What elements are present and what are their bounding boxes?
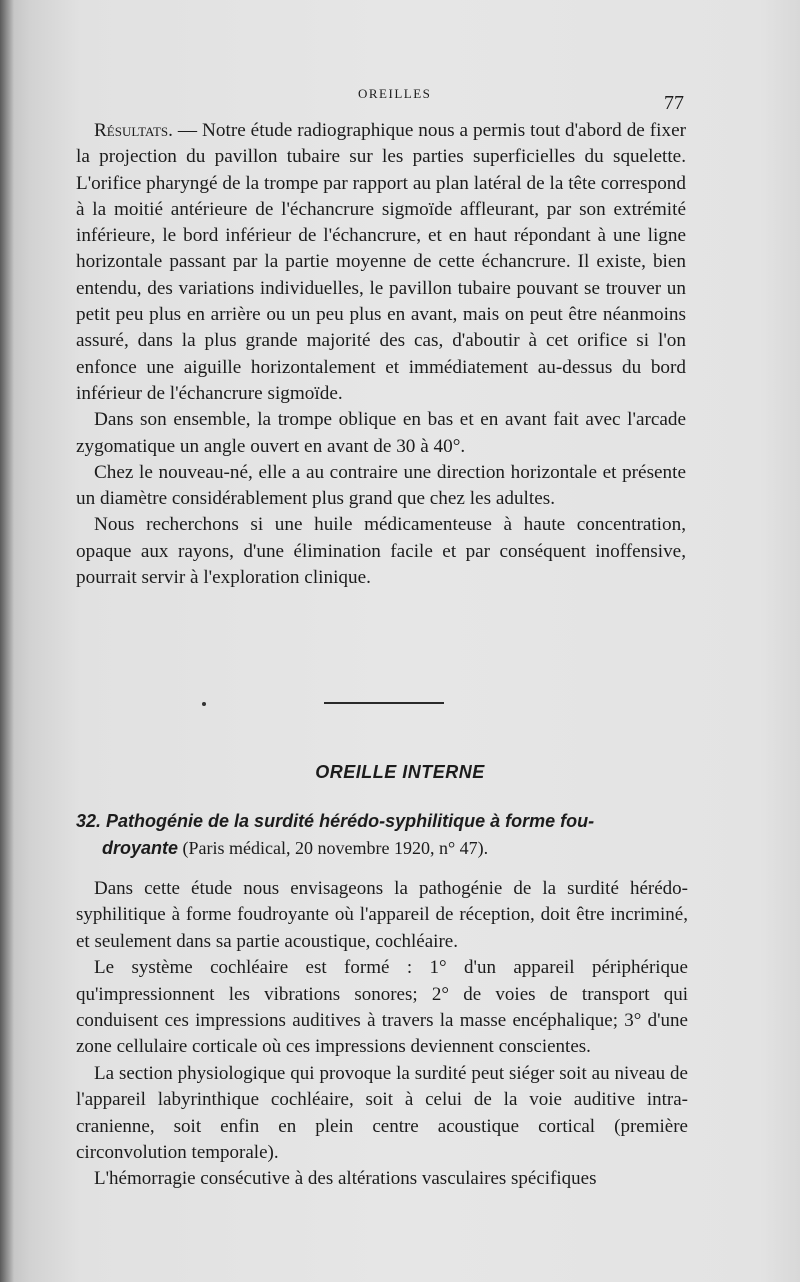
entry-paragraph-1: Dans cette étude nous envisageons la pathogénie de la surdité hérédo-syphilitique à forme foudroyante où l'appareil de réception, doit être incriminé, et seulement dans sa partie acoustique, cochléaire.: [76, 878, 688, 952]
results-paragraph-4: Nous recherchons si une huile médicamenteuse à haute concentration, opaque aux rayons, d'une élimination facile et par conséquent inoffensive, pourrait servir à l'exploration clinique.: [76, 514, 686, 589]
entry-paragraph-4: L'hémorragie consécutive à des altérations vasculaires spécifiques: [94, 1168, 597, 1190]
results-paragraph-3: Chez le nouveau-né, elle a au contraire une direction horizontale et présente un diamètre considérablement plus grand que chez les adultes.: [76, 461, 686, 510]
results-paragraph-2: Dans son ensemble, la trompe oblique en bas et en avant fait avec l'arcade zygomatique un angle ouvert en avant de 30 à 40°.: [76, 409, 686, 457]
page-gutter-shadow: [0, 0, 14, 1282]
results-lead: Résultats.: [94, 120, 173, 141]
results-paragraph-1: [76, 118, 686, 407]
entry-body: [76, 876, 688, 1193]
section-separator: [324, 702, 444, 704]
page-number: 77: [664, 92, 684, 114]
entry-citation: (Paris médical, 20 novembre 1920, n° 47).: [178, 838, 489, 858]
bibliography-entry: [76, 808, 688, 862]
section-title: OREILLE INTERNE: [315, 762, 485, 782]
page-header: [0, 86, 800, 116]
entry-title-end: droyante: [102, 838, 179, 858]
stray-dot: [202, 702, 206, 706]
results-text: — Notre étude radiographique nous a permis tout d'abord de fixer la projection du pavillon tubaire sur les parties superficielles du squelette. L'orifice pharyngé de la trompe par rapport au plan latéral de la tête correspond à la moitié antérieure de l'échancrure sigmoïde affleurant, par son extrémité inférieure, le bord inférieur de l'échancrure, et en haut répondant à une ligne horizontale passant par la partie moyenne de cette échancrure. Il existe, bien entendu, des variations individuelles, le pavillon tubaire pouvant se trouver un petit peu plus en arrière ou un peu plus en avant, mais on peut être néanmoins assuré, dans la plus grande majorité des cas, d'aboutir à cet orifice si l'on enfonce une aiguille horizontalement et immédiatement au-dessus du bord inférieur de l'échancrure sigmoïde.: [76, 120, 686, 404]
entry-title-line-2: [76, 835, 688, 862]
entry-title-line-1: 32. Pathogénie de la surdité hérédo-syphilitique à forme fou-: [76, 811, 595, 831]
entry-paragraph-3: La section physiologique qui provoque la surdité peut siéger soit au niveau de l'appareil labyrinthique cochléaire, soit à celui de la voie auditive intra-cranienne, soit enfin en plein centre acoustique cortical (première circonvolution temporale).: [76, 1062, 688, 1164]
running-title: OREILLES: [358, 86, 432, 101]
entry-paragraph-2: Le système cochléaire est formé : 1° d'un appareil périphérique qu'impressionnent les vibrations sonores; 2° de voies de transport qui conduisent ces impressions auditives à travers la masse encéphalique; 3° d'une zone cellulaire corticale où ces impressions deviennent conscientes.: [76, 957, 688, 1058]
results-section: [76, 118, 686, 591]
